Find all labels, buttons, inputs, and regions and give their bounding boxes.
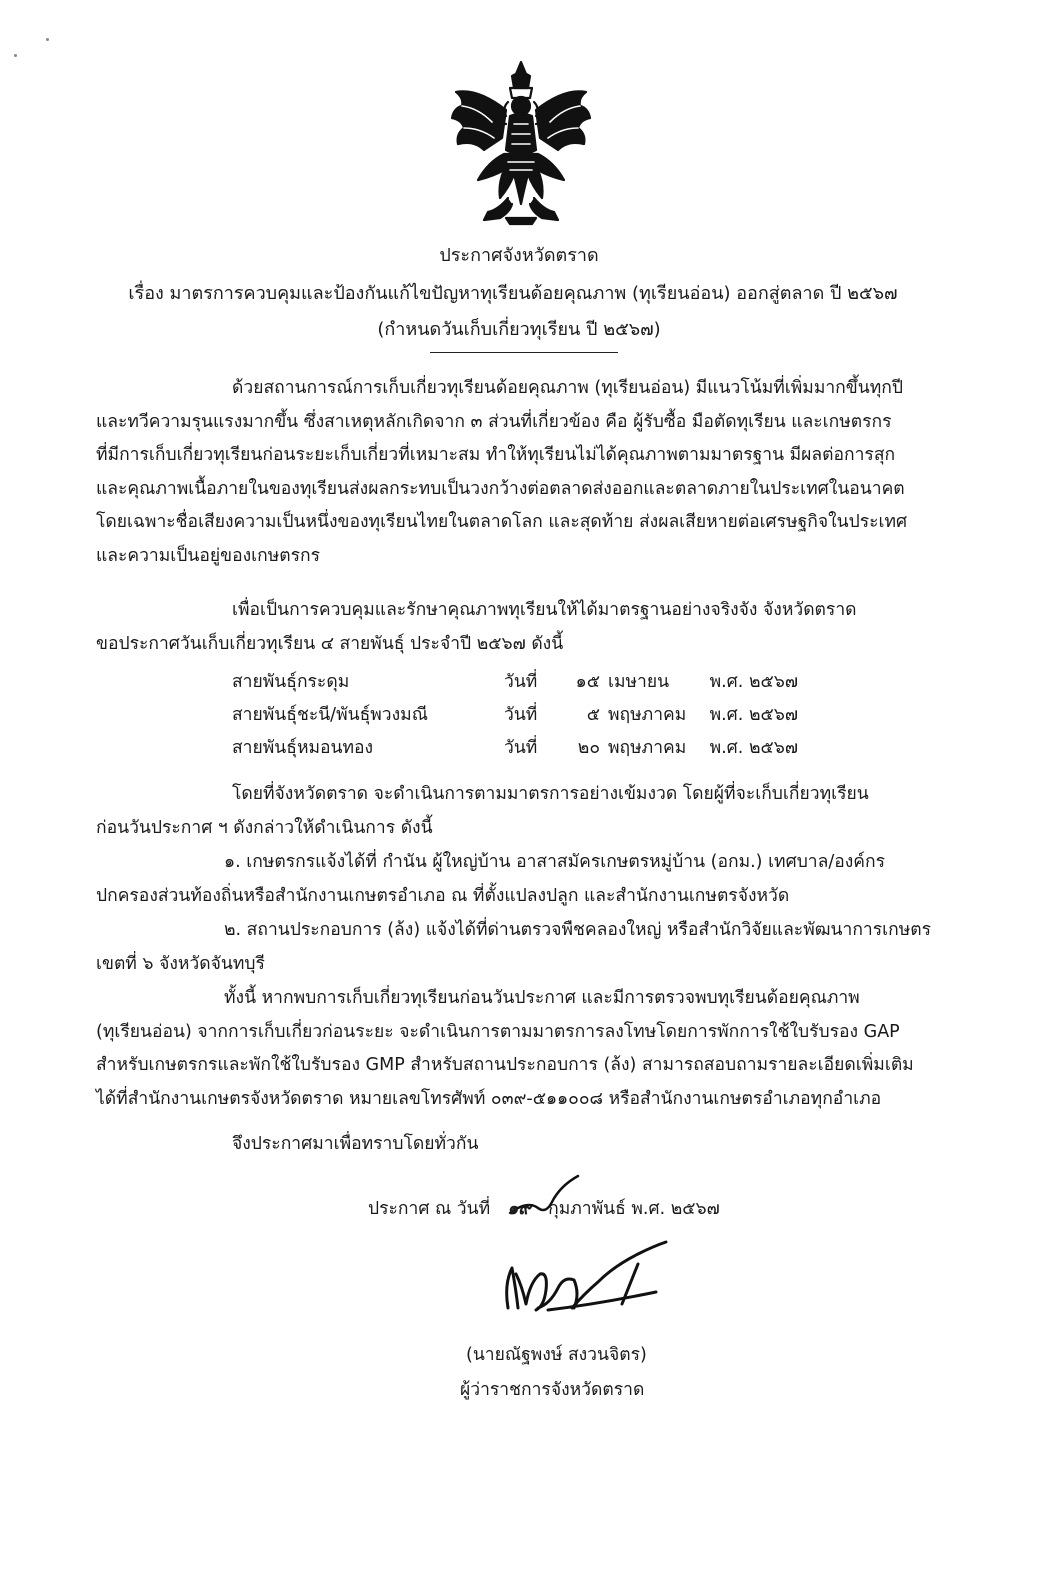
paragraph-line: สำหรับเกษตรกรและพักใช้ใบรับรอง GMP สำหรับสถานประกอบการ (ล้ง) สามารถสอบถามรายละเอียดเพิ่มเติม	[96, 1055, 914, 1076]
schedule-era: พ.ศ.	[709, 672, 744, 692]
date-prefix: ประกาศ ณ วันที่	[368, 1199, 491, 1219]
schedule-day-label: วันที่	[504, 738, 538, 758]
schedule-day: ๑๕	[575, 672, 600, 692]
announcement-subtitle: (กำหนดวันเก็บเกี่ยวทุเรียน ปี ๒๕๖๗)	[377, 319, 661, 340]
schedule-day: ๕	[586, 705, 600, 725]
date-suffix: กุมภาพันธ์ พ.ศ. ๒๕๖๗	[548, 1199, 720, 1219]
schedule-month: พฤษภาคม	[608, 738, 687, 758]
schedule-variety: สายพันธุ์กระดุม	[232, 672, 350, 692]
signer-title: ผู้ว่าราชการจังหวัดตราด	[460, 1380, 645, 1400]
schedule-day-label: วันที่	[504, 705, 538, 725]
scan-speck	[46, 38, 49, 41]
paragraph-situation	[96, 372, 966, 574]
paragraph-line: และความเป็นอยู่ของเกษตรกร	[96, 545, 321, 566]
paragraph-line: ขอประกาศวันเก็บเกี่ยวทุเรียน ๔ สายพันธุ์ ประจำปี ๒๕๖๗ ดังนี้	[96, 633, 564, 654]
schedule-month: เมษายน	[608, 672, 670, 692]
garuda-emblem-icon	[448, 58, 594, 226]
announcement-subject: เรื่อง มาตรการควบคุมและป้องกันแก้ไขปัญหาทุเรียนด้อยคุณภาพ (ทุเรียนอ่อน) ออกสู่ตลาด ปี ๒๕๖๗	[128, 283, 898, 304]
paragraph-line: เพื่อเป็นการควบคุมและรักษาคุณภาพทุเรียนให้ได้มาตรฐานอย่างจริงจัง จังหวัดตราด	[232, 600, 857, 620]
paragraph-line: ปกครองส่วนท้องถิ่นหรือสำนักงานเกษตรอำเภอ ณ ที่ตั้งแปลงปลูก และสำนักงานเกษตรจังหวัด	[96, 885, 790, 906]
schedule-era: พ.ศ.	[709, 705, 744, 725]
schedule-variety: สายพันธุ์ชะนี/พันธุ์พวงมณี	[232, 705, 428, 725]
paragraph-line: ๒. สถานประกอบการ (ล้ง) แจ้งได้ที่ด่านตรวจพืชคลองใหญ่ หรือสำนักวิจัยและพัฒนาการเกษตร	[224, 920, 932, 940]
announcement-title: ประกาศจังหวัดตราด	[439, 245, 599, 266]
paragraph-line: ๑. เกษตรกรแจ้งได้ที่ กำนัน ผู้ใหญ่บ้าน อาสาสมัครเกษตรหมู่บ้าน (อกม.) เทศบาล/องค์กร	[224, 852, 886, 872]
schedule-era: พ.ศ.	[709, 738, 744, 758]
paragraph-line: เขตที่ ๖ จังหวัดจันทบุรี	[96, 953, 265, 974]
paragraph-line: (ทุเรียนอ่อน) จากการเก็บเกี่ยวก่อนระยะ จะดำเนินการตามมาตรการลงโทษโดยการพักการใช้ใบรับรอง GAP	[96, 1021, 900, 1042]
paragraph-line: จึงประกาศมาเพื่อทราบโดยทั่วกัน	[232, 1134, 479, 1154]
closing-statement	[96, 1128, 966, 1162]
schedule-row	[232, 699, 798, 731]
schedule-day: ๒๐	[577, 738, 600, 758]
paragraph-line: ที่มีการเก็บเกี่ยวทุเรียนก่อนระยะเก็บเกี่ยวที่เหมาะสม ทำให้ทุเรียนไม่ได้คุณภาพตามมาตรฐาน มีผลต่อการสุก	[96, 445, 896, 466]
paragraph-line: และทวีความรุนแรงมากขึ้น ซึ่งสาเหตุหลักเกิดจาก ๓ ส่วนที่เกี่ยวข้อง คือ ผู้รับซื้อ มือตัดทุเรียน และเกษตรกร	[96, 411, 892, 432]
paragraph-line: โดยที่จังหวัดตราด จะดำเนินการตามมาตรการอย่างเข้มงวด โดยผู้ที่จะเก็บเกี่ยวทุเรียน	[232, 784, 869, 804]
schedule-row	[232, 732, 798, 764]
schedule-row	[232, 666, 798, 698]
paragraph-purpose	[96, 594, 966, 661]
schedule-month: พฤษภาคม	[608, 705, 687, 725]
list-item-operators	[96, 914, 966, 981]
scan-speck	[14, 54, 17, 57]
schedule-year: ๒๕๖๗	[748, 705, 798, 725]
schedule-day-label: วันที่	[504, 672, 538, 692]
paragraph-line: ได้ที่สำนักงานเกษตรจังหวัดตราด หมายเลขโทรศัพท์ ๐๓๙-๕๑๑๐๐๘ หรือสำนักงานเกษตรอำเภอทุกอำเภอ	[96, 1088, 882, 1109]
schedule-year: ๒๕๖๗	[748, 738, 798, 758]
paragraph-line: ทั้งนี้ หากพบการเก็บเกี่ยวทุเรียนก่อนวันประกาศ และมีการตรวจพบทุเรียนด้อยคุณภาพ	[224, 988, 860, 1008]
paragraph-penalty	[96, 982, 966, 1116]
paragraph-enforcement	[96, 778, 966, 845]
handwritten-day-mark-icon	[512, 1172, 582, 1222]
title-divider	[430, 352, 618, 353]
date-day: ๑๙	[507, 1199, 532, 1219]
signer-name: (นายณัฐพงษ์ สงวนจิตร)	[466, 1345, 647, 1365]
paragraph-line: โดยเฉพาะชื่อเสียงความเป็นหนึ่งของทุเรียนไทยในตลาดโลก และสุดท้าย ส่งผลเสียหายต่อเศรษฐกิจในประเทศ	[96, 512, 908, 533]
governor-signature-icon	[488, 1224, 678, 1334]
paragraph-line: ก่อนวันประกาศ ฯ ดังกล่าวให้ดำเนินการ ดังนี้	[96, 817, 433, 838]
schedule-year: ๒๕๖๗	[748, 672, 798, 692]
list-item-farmers	[96, 846, 966, 913]
paragraph-line: และคุณภาพเนื้อภายในของทุเรียนส่งผลกระทบเป็นวงกว้างต่อตลาดส่งออกและตลาดภายในประเทศในอนาคต	[96, 478, 905, 499]
paragraph-line: ด้วยสถานการณ์การเก็บเกี่ยวทุเรียนด้อยคุณภาพ (ทุเรียนอ่อน) มีแนวโน้มที่เพิ่มมากขึ้นทุกปี	[232, 378, 903, 398]
schedule-variety: สายพันธุ์หมอนทอง	[232, 738, 374, 758]
